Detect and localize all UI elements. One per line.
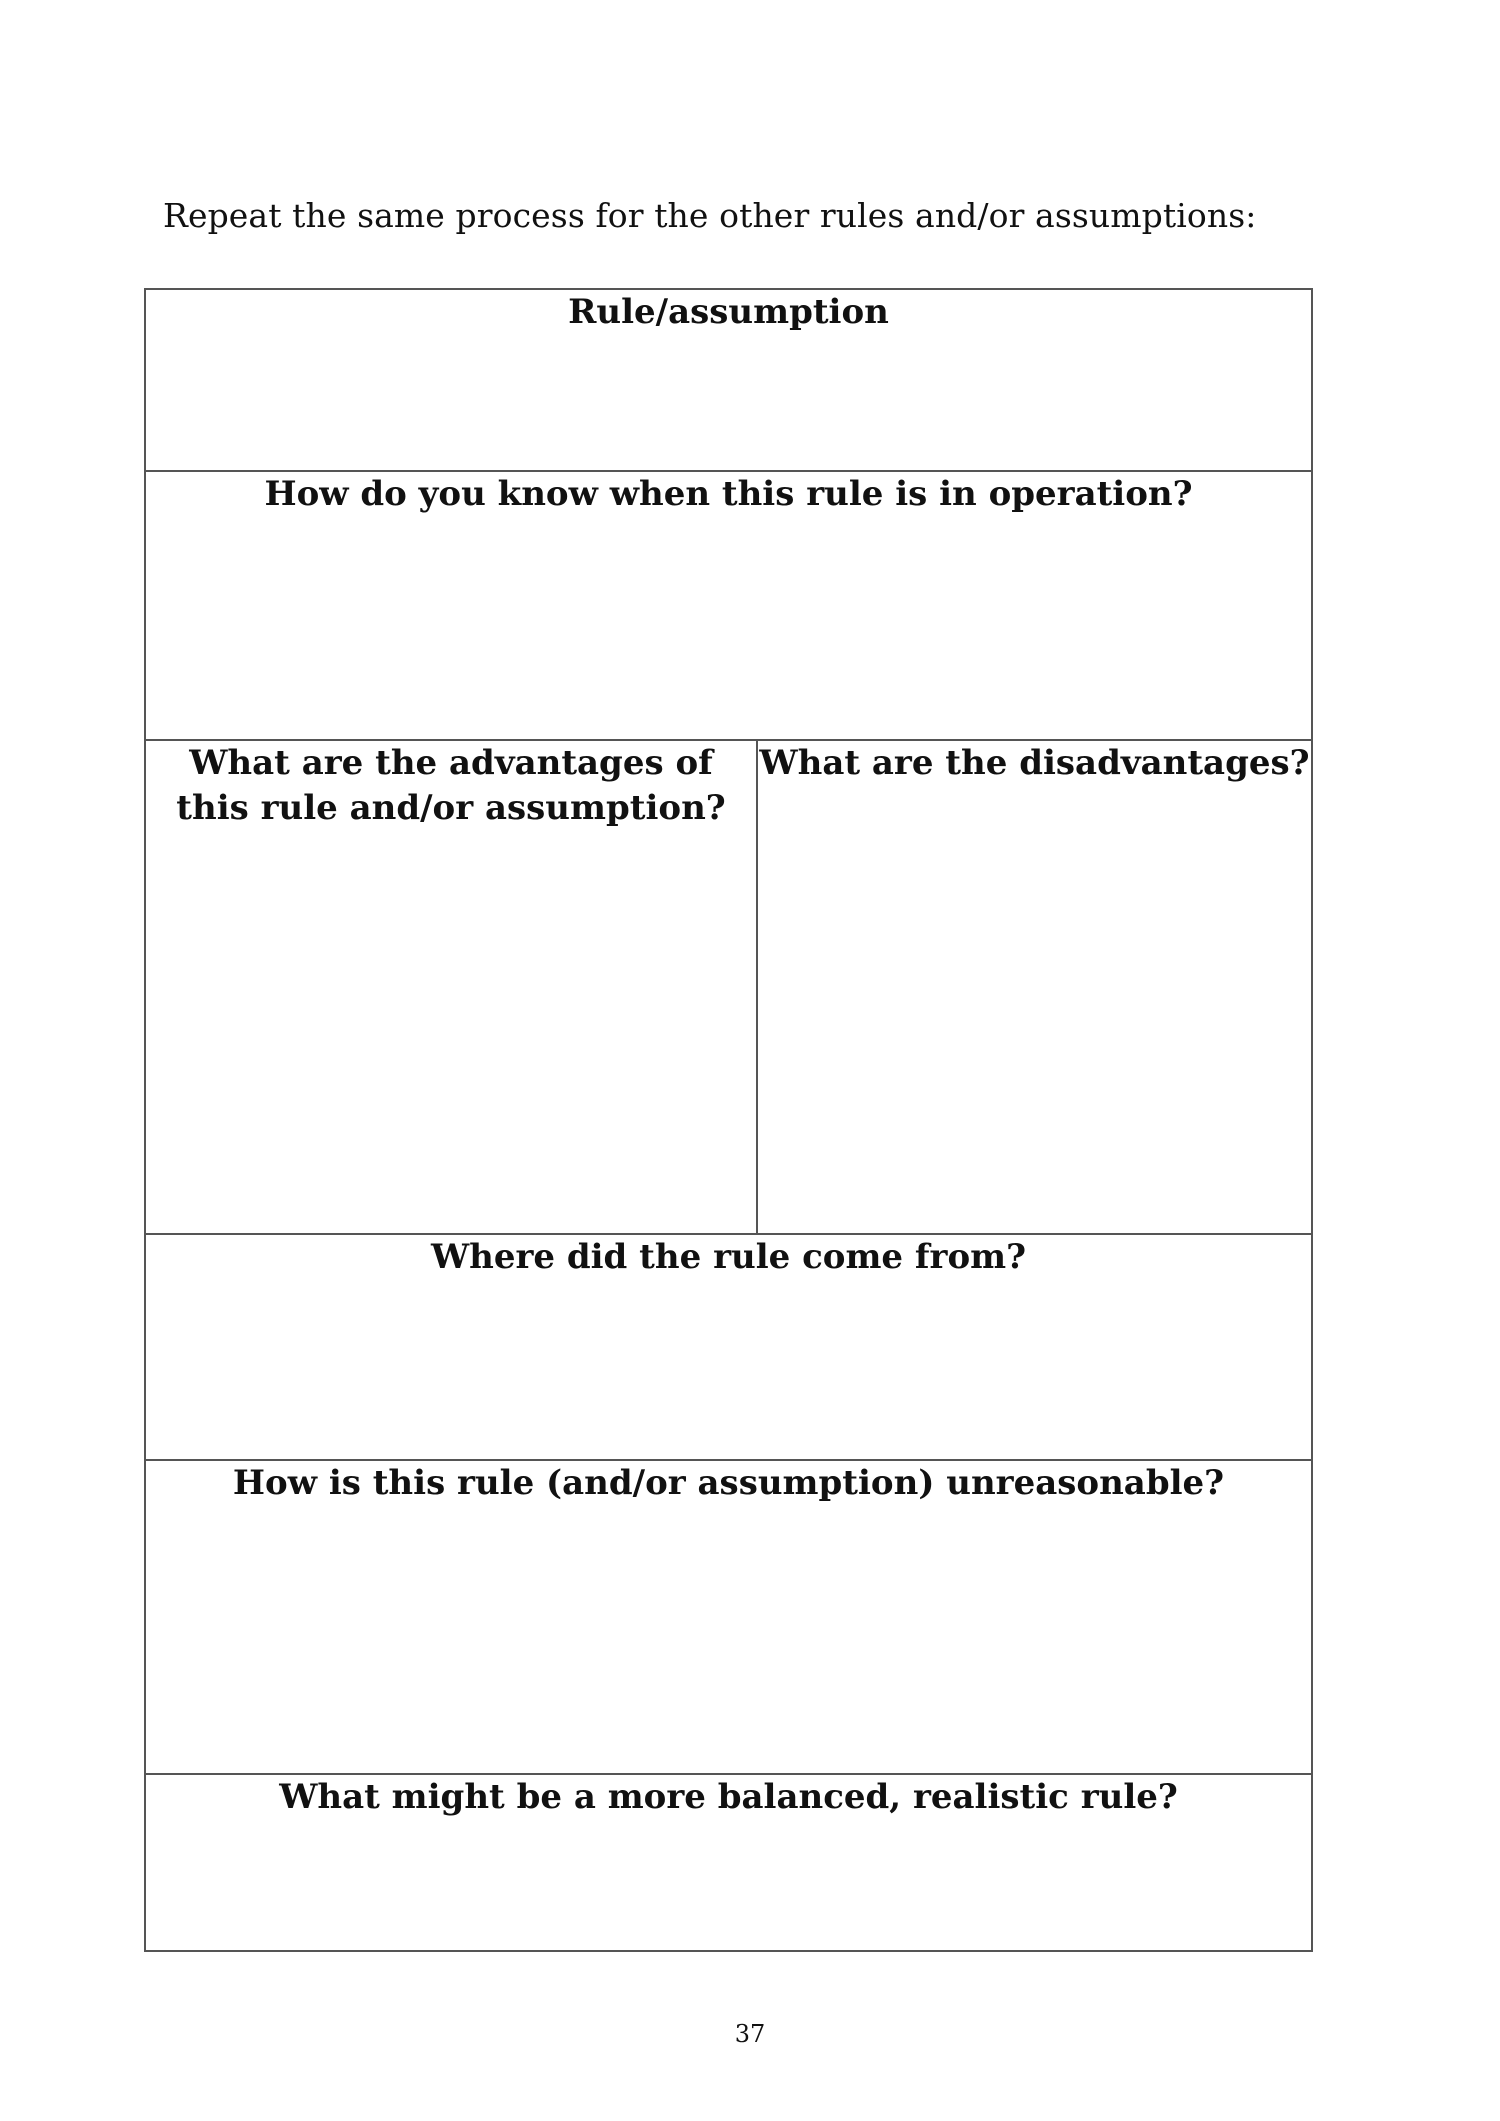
- heading-advantages: What are the advantages of this rule and/or assumption?: [176, 743, 726, 828]
- heading-origin: Where did the rule come from?: [430, 1237, 1027, 1277]
- row-unreasonable[interactable]: [146, 1461, 1311, 1775]
- heading-balanced-rule: What might be a more balanced, realistic rule?: [279, 1777, 1178, 1817]
- heading-unreasonable: How is this rule (and/or assumption) unreasonable?: [232, 1463, 1225, 1503]
- row-origin[interactable]: [146, 1235, 1311, 1461]
- heading-rule-assumption: Rule/assumption: [568, 292, 889, 332]
- cell-advantages[interactable]: [146, 741, 758, 1233]
- row-balanced-rule[interactable]: [146, 1775, 1311, 1950]
- heading-in-operation: How do you know when this rule is in operation?: [264, 474, 1193, 514]
- cell-disadvantages[interactable]: [758, 741, 1311, 1233]
- heading-disadvantages: What are the disadvantages?: [759, 743, 1310, 783]
- intro-instruction: Repeat the same process for the other rules and/or assumptions:: [163, 196, 1257, 235]
- row-rule-assumption[interactable]: [146, 290, 1311, 472]
- page-number: 37: [734, 2020, 766, 2048]
- row-in-operation[interactable]: [146, 472, 1311, 741]
- worksheet-table: [144, 288, 1313, 1952]
- row-advantages-disadvantages: [146, 741, 1311, 1235]
